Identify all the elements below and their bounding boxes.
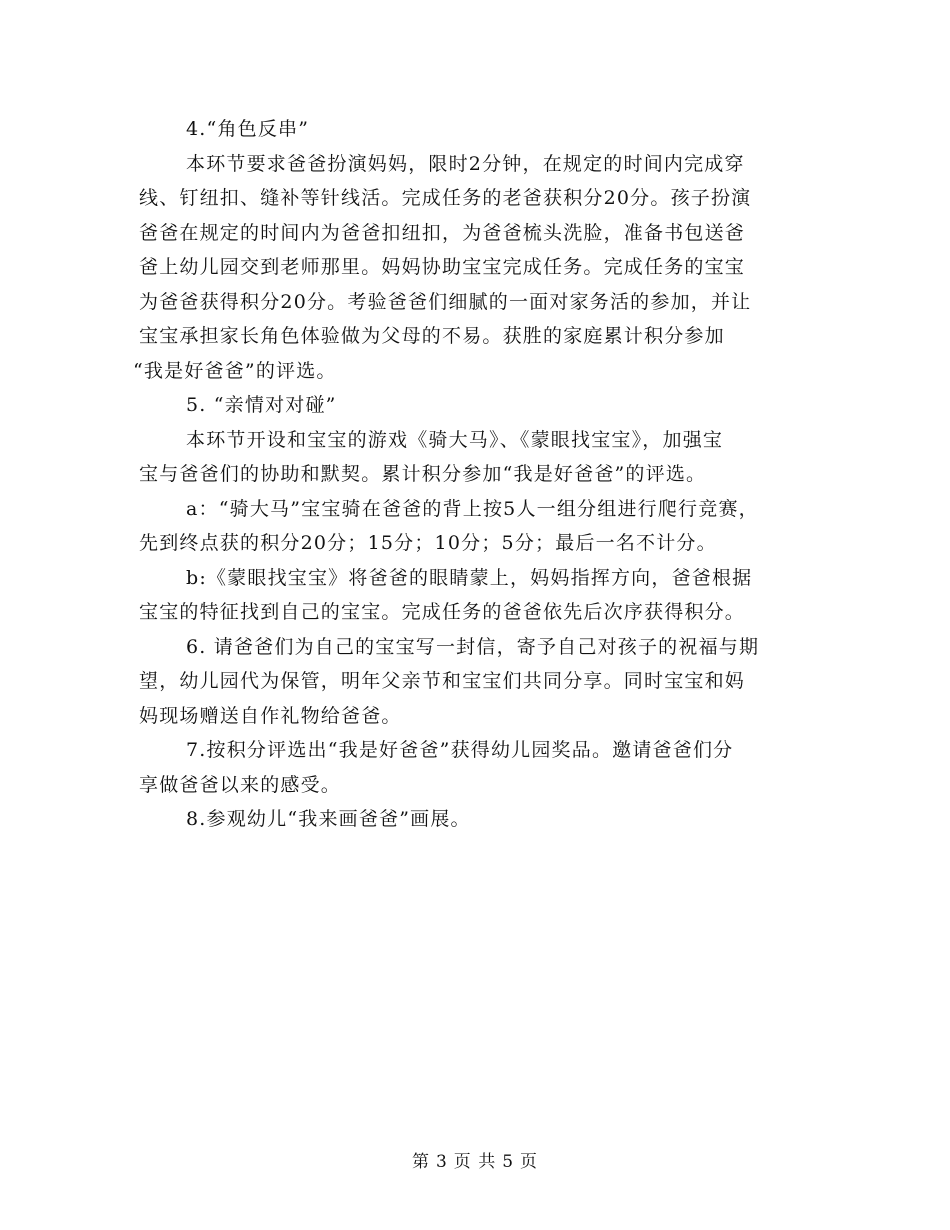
page-footer: [0, 1147, 950, 1172]
paragraph-line: 线、钉纽扣、缝补等针线活。完成任务的老爸获积分20分。孩子扮演: [139, 187, 752, 209]
document-body: [133, 112, 829, 837]
footer-total-pages: 5: [502, 1152, 515, 1172]
paragraph-line: “我是好爸爸”的评选。: [133, 359, 337, 382]
section-heading-role-swap: 4.“角色反串”: [186, 118, 310, 140]
paragraph-line: 爸上幼儿园交到老师那里。妈妈协助宝宝完成任务。完成任务的宝宝: [139, 256, 746, 278]
list-item-b: b:《蒙眼找宝宝》将爸爸的眼睛蒙上，妈妈指挥方向，爸爸根据: [186, 566, 753, 589]
section-item-8: 8.参观幼儿“我来画爸爸”画展。: [186, 808, 471, 830]
paragraph-line: 爸爸在规定的时间内为爸爸扣纽扣，为爸爸梳头洗脸，准备书包送爸: [139, 221, 746, 244]
paragraph-line: 妈现场赠送自作礼物给爸爸。: [139, 704, 402, 727]
paragraph-line: 宝与爸爸们的协助和默契。累计积分参加“我是好爸爸”的评选。: [139, 463, 707, 485]
paragraph-line: 先到终点获的积分20分；15分；10分；5分；最后一名不计分。: [139, 532, 717, 554]
footer-current-page: 3: [435, 1152, 448, 1172]
section-item-6: 6. 请爸爸们为自己的宝宝写一封信，寄予自己对孩子的祝福与期: [186, 635, 760, 658]
list-item-a: a：“骑大马”宝宝骑在爸爸的背上按5人一组分组进行爬行竞赛，: [186, 497, 759, 520]
paragraph-line: 宝宝承担家长角色体验做为父母的不易。获胜的家庭累计积分参加: [139, 325, 725, 347]
footer-suffix: 页: [520, 1152, 539, 1172]
section-heading-family-match: 5. “亲情对对碰”: [186, 394, 337, 416]
paragraph-line: 宝宝的特征找到自己的宝宝。完成任务的爸爸依先后次序获得积分。: [139, 601, 746, 623]
footer-middle: 页 共: [453, 1152, 497, 1172]
footer-prefix: 第: [411, 1152, 430, 1172]
paragraph-line: 本环节开设和宝宝的游戏《骑大马》、《蒙眼找宝宝》，加强宝: [186, 428, 724, 451]
paragraph-line: 为爸爸获得积分20分。考验爸爸们细腻的一面对家务活的参加，并让: [139, 290, 752, 313]
section-item-7: 7.按积分评选出“我是好爸爸”获得幼儿园奖品。邀请爸爸们分: [186, 739, 734, 761]
paragraph-line: 享做爸爸以来的感受。: [139, 773, 342, 796]
paragraph-line: 望，幼儿园代为保管，明年父亲节和宝宝们共同分享。同时宝宝和妈: [139, 670, 746, 692]
paragraph-line: 本环节要求爸爸扮演妈妈，限时2分钟，在规定的时间内完成穿: [186, 152, 745, 175]
